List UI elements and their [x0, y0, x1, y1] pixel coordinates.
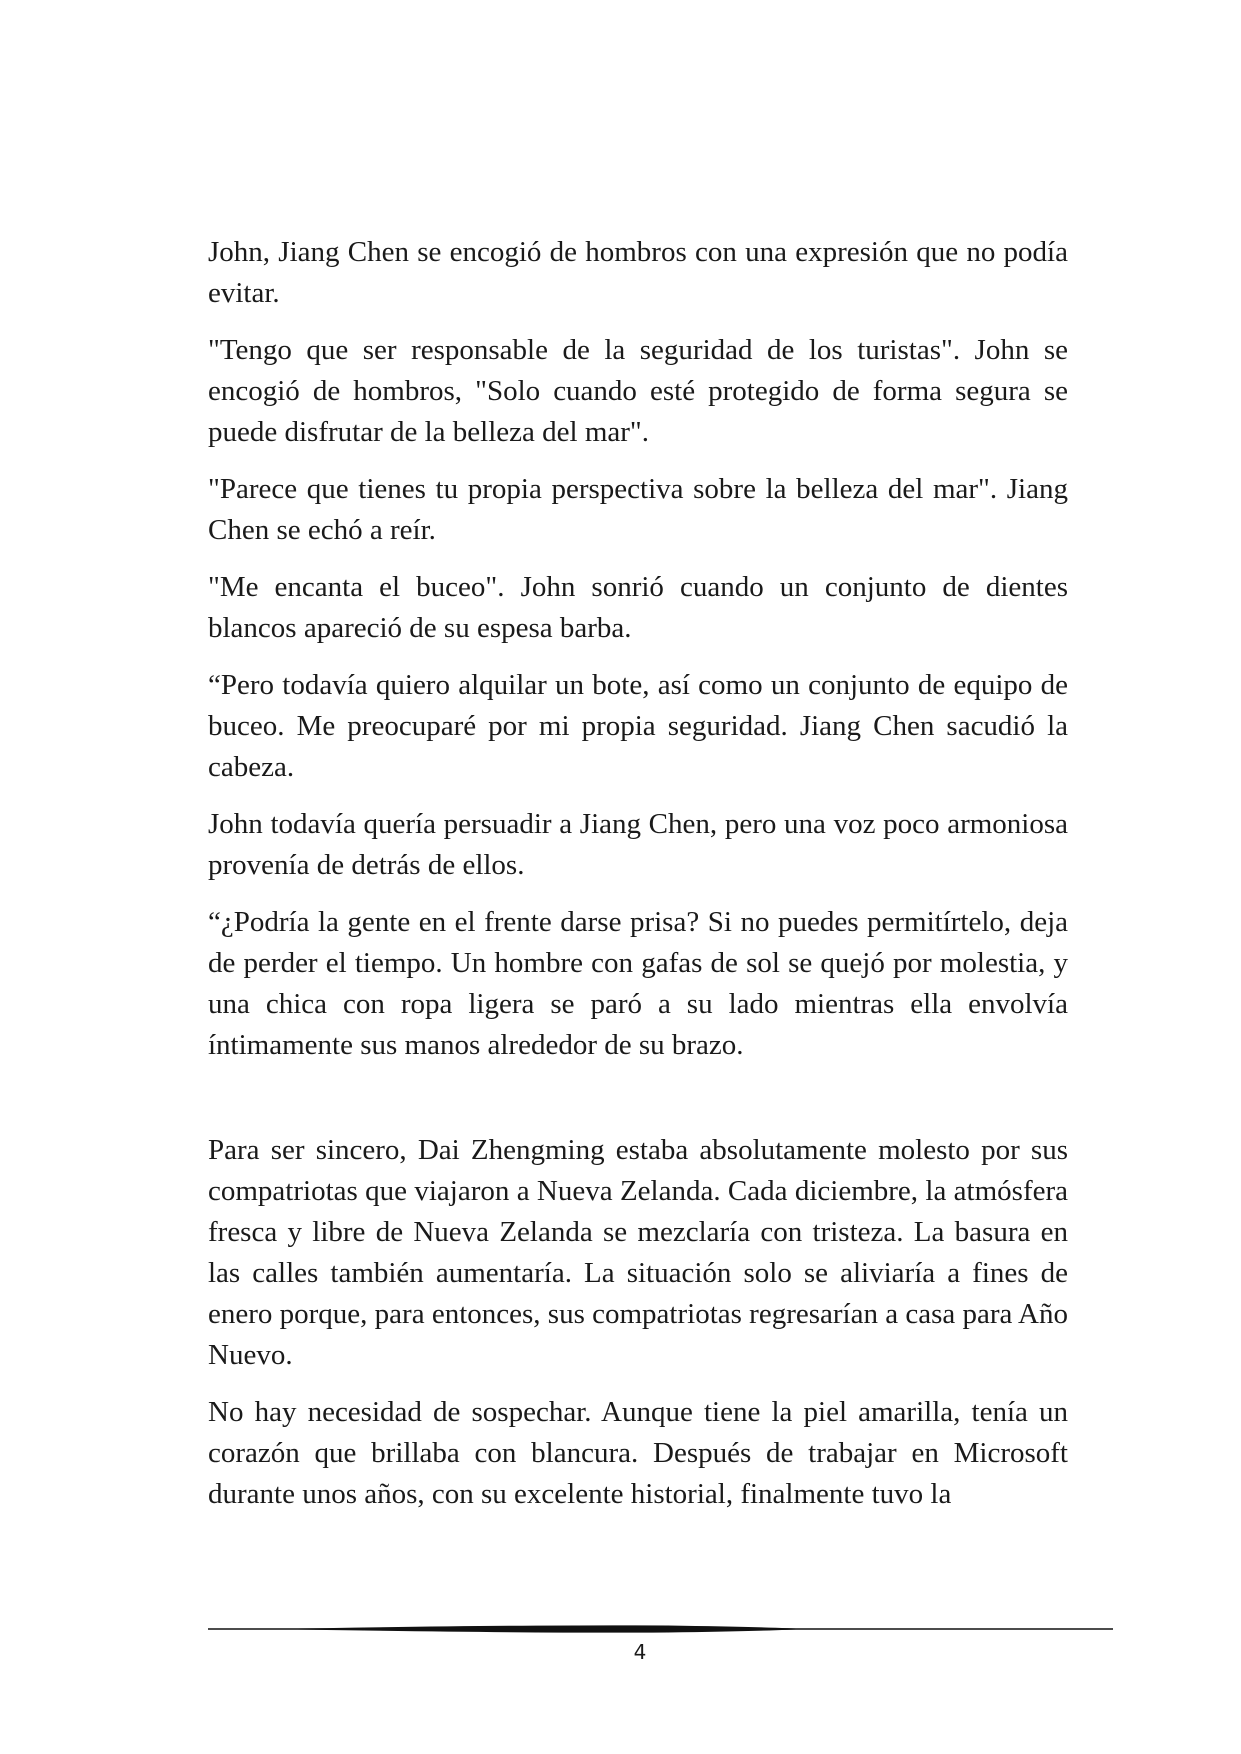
paragraph: Para ser sincero, Dai Zhengming estaba absolutamente molesto por sus compatriotas que viajaron a Nueva Zelanda. Cada diciembre, la atmósfera fresca y libre de Nueva Zelanda se mezclaría con tristeza. La basura en las calles también aumentaría. La situación solo se aliviaría a fines de enero porque, para entonces, sus compatriotas regresarían a casa para Año Nuevo. [208, 1134, 1068, 1371]
paragraph: No hay necesidad de sospechar. Aunque tiene la piel amarilla, tenía un corazón que brillaba con blancura. Después de trabajar en Microsoft durante unos años, con su excelente historial, finalmente tuvo la [208, 1396, 1068, 1510]
paragraph: “¿Podría la gente en el frente darse prisa? Si no puedes permitírtelo, deja de perder el tiempo. Un hombre con gafas de sol se quejó por molestia, y una chica con ropa ligera se paró a su lado mientras ella envolvía íntimamente sus manos alrededor de su brazo. [208, 906, 1068, 1061]
paragraph: "Tengo que ser responsable de la seguridad de los turistas". John se encogió de hombros, "Solo cuando esté protegido de forma segura se puede disfrutar de la belleza del mar". [208, 334, 1068, 448]
paragraph: John, Jiang Chen se encogió de hombros con una expresión que no podía evitar. [208, 236, 1068, 309]
paragraph: "Parece que tienes tu propia perspectiva sobre la belleza del mar". Jiang Chen se echó a reír. [208, 473, 1068, 546]
paragraph: John todavía quería persuadir a Jiang Chen, pero una voz poco armoniosa provenía de detrás de ellos. [208, 808, 1068, 881]
page-number: 4 [633, 1640, 647, 1664]
paragraph: “Pero todavía quiero alquilar un bote, así como un conjunto de equipo de buceo. Me preocuparé por mi propia seguridad. Jiang Chen sacudió la cabeza. [208, 669, 1068, 783]
footer-rule [208, 1622, 1113, 1636]
paragraph: "Me encanta el buceo". John sonrió cuando un conjunto de dientes blancos apareció de su espesa barba. [208, 571, 1068, 644]
body-text [208, 232, 1068, 1531]
